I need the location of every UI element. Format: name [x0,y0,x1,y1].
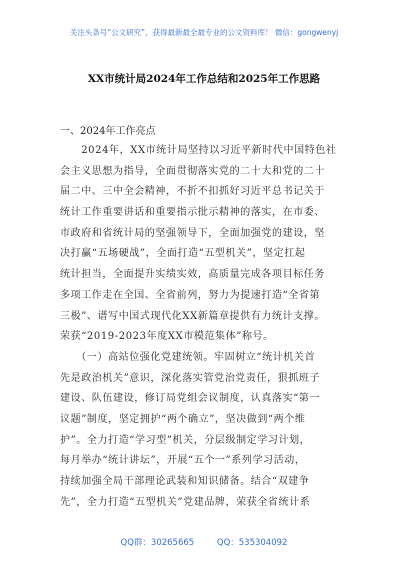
body-line: 届二中、三中全会精神，不折不扣抓好习近平总书记关于 [60,186,325,198]
body-line: 市政府和省统计局的坚强领导下，全面加强党的建设，坚 [60,227,325,239]
body-line: 2024年，XX市统计局坚持以习近平新时代中国特色社 [60,145,337,156]
document-title: XX市统计局2024年工作总结和2025年工作思路 [87,73,321,85]
qq-contact-label: QQ：535304092 [216,538,288,548]
body-line: 决打赢“五场硬战”，全面打造“五型机关”，坚定扛起 [60,248,306,260]
body-line: 建设、队伍建设，修订局党组会议制度，认真落实“第一 [60,393,321,405]
body-line: （一）高站位强化党建统领。牢固树立“统计机关首 [60,351,316,363]
body-text [60,141,352,513]
qq-group-label: QQ群：30265665 [120,538,195,548]
body-line: 议题”制度，坚定拥护“两个确立”，坚决做到“两个维 [60,413,306,425]
body-line: 统计工作重要讲话和重要指示批示精神的落实，在市委、 [60,207,325,219]
body-line: 先”，全力打造“五型机关”党建品牌，荣获全省统计系 [60,496,311,508]
body-line: 每月举办“统计讲坛”，开展“五个一”系列学习活动， [60,455,306,467]
body-line: 持续加强全局干部理论武装和知识储备。结合“双建争 [60,476,310,487]
body-line: 三极”、谱写中国式现代化XX新篇章提供有力统计支撑。 [60,310,325,322]
promo-banner: 关注头条号“公文研究”，获得最新最全最专业的公文资料库！ 微信：gongwenyj [69,28,339,37]
contact-footer [0,536,408,548]
body-line: 多项工作走在全国、全省前列，努力为提速打造“全省第 [60,289,321,301]
section-heading: 一、2024年工作亮点 [60,126,156,137]
body-line: 会主义思想为指导，全面贯彻落实党的二十大和党的二十 [60,165,325,177]
body-line: 护”。全力打造“学习型”机关，分层级制定学习计划， [60,434,311,446]
body-line: 统计担当，全面提升实绩实效，高质量完成各项目标任务 [60,269,325,281]
body-line: 先是政治机关”意识，深化落实管党治党责任，狠抓班子 [60,372,321,384]
body-line: 荣获“2019-2023年度XX市模范集体”称号。 [60,331,274,343]
